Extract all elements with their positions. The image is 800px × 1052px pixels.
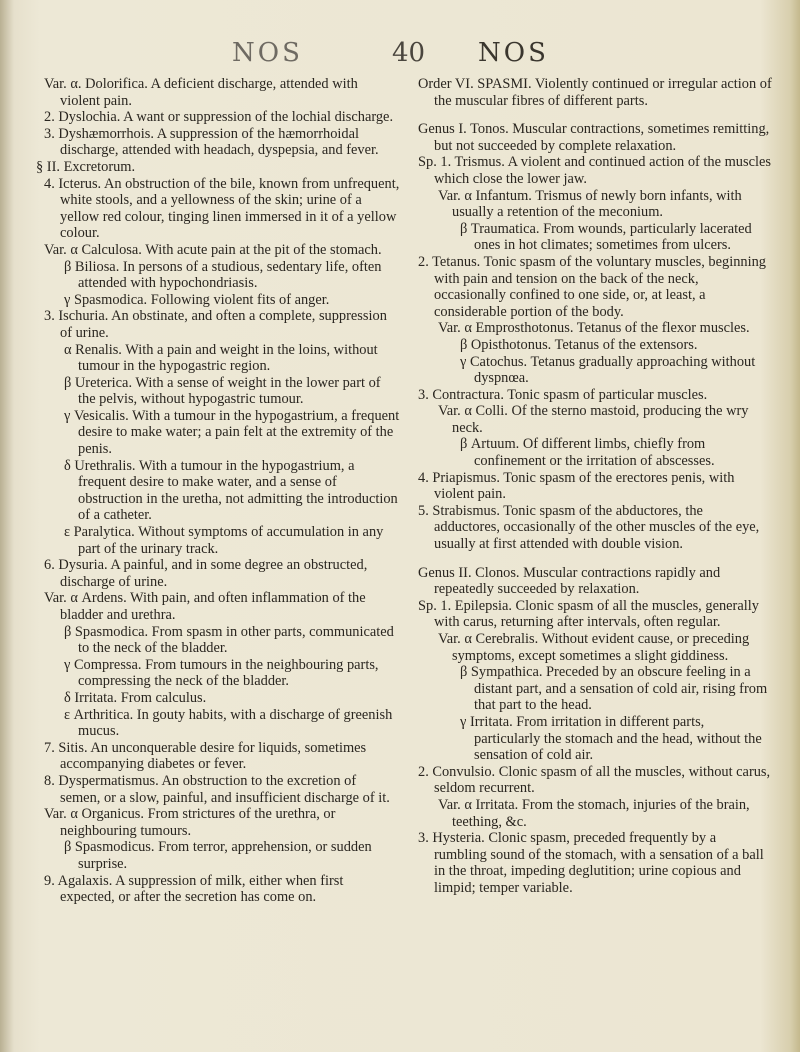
- text-entry: 5. Strabismus. Tonic spasm of the abductores, the adductores, occasionally of the other muscles of the eye, usually at first attended with double vision.: [418, 502, 760, 553]
- text-entry: α Renalis. With a pain and weight in the loins, without tumour in the hypogastric region.: [64, 341, 378, 375]
- text-entry: ε Arthritica. In gouty habits, with a discharge of greenish mucus.: [64, 706, 393, 740]
- text-entry: Genus II. Clonos. Muscular contractions rapidly and repeatedly succeeded by relaxation.: [418, 564, 721, 598]
- section-gap: [412, 553, 772, 565]
- text-entry: 6. Dysuria. A painful, and in some degree an obstructed, discharge of urine.: [44, 557, 368, 590]
- text-entry: 3. Hysteria. Clonic spasm, preceded frequently by a rumbling sound of the stomach, with a sensation of a ball in the throat, impeding deglutition; urine copious and limpid; temper variable.: [418, 830, 764, 896]
- text-entry: 3. Dyshæmorrhois. A suppression of the hæmorrhoidal discharge, attended with headach, dyspepsia, and fever.: [44, 125, 379, 159]
- section-gap: [412, 109, 772, 121]
- text-entry: γ Catochus. Tetanus gradually approaching without dyspnœa.: [460, 353, 756, 387]
- text-entry: 4. Priapismus. Tonic spasm of the erectores penis, with violent pain.: [418, 469, 735, 503]
- text-entry: γ Irritata. From irritation in different parts, particularly the stomach and the head, without the sensation of cold air.: [460, 713, 762, 764]
- text-entry: γ Spasmodica. Following violent fits of anger.: [64, 291, 330, 308]
- header-right-title: NOS: [478, 38, 549, 68]
- text-entry: Var. α Emprosthotonus. Tetanus of the flexor muscles.: [438, 320, 750, 337]
- left-column: [38, 76, 400, 906]
- text-entry: Var. α Ardens. With pain, and often inflammation of the bladder and urethra.: [44, 590, 366, 623]
- text-entry: 4. Icterus. An obstruction of the bile, known from unfrequent, white stools, and a yellowness of the skin; urine of a yellow red colour, tinging linen immersed in it of a yellow colour.: [44, 175, 400, 242]
- text-entry: Sp. 1. Trismus. A violent and continued action of the muscles which close the lower jaw.: [418, 154, 771, 187]
- text-entry: Var. α Organicus. From strictures of the urethra, or neighbouring tumours.: [44, 806, 336, 839]
- text-entry: Var. α Cerebralis. Without evident cause, or preceding symptoms, except sometimes a slight giddiness.: [438, 631, 750, 664]
- text-entry: 7. Sitis. An unconquerable desire for liquids, sometimes accompanying diabetes or fever.: [44, 739, 367, 773]
- text-entry: β Spasmodica. From spasm in other parts, communicated to the neck of the bladder.: [64, 623, 394, 657]
- text-entry: β Spasmodicus. From terror, apprehension, or sudden surprise.: [64, 839, 372, 872]
- text-entry: 8. Dyspermatismus. An obstruction to the excretion of semen, or a slow, painful, and insufficient discharge of it.: [44, 772, 390, 806]
- text-entry: Order VI. SPASMI. Violently continued or irregular action of the muscular fibres of different parts.: [418, 76, 772, 109]
- text-entry: β Ureterica. With a sense of weight in the lower part of the pelvis, without hypogastric tumour.: [64, 374, 381, 408]
- text-entry: γ Compressa. From tumours in the neighbouring parts, compressing the neck of the bladder.: [64, 656, 379, 690]
- text-entry: Var. α Calculosa. With acute pain at the pit of the stomach.: [44, 241, 382, 258]
- text-entry: β Opisthotonus. Tetanus of the extensors.: [460, 336, 698, 353]
- text-entry: 2. Convulsio. Clonic spasm of all the muscles, without carus, seldom recurrent.: [418, 763, 771, 797]
- text-entry: β Sympathica. Preceded by an obscure feeling in a distant part, and a sensation of cold air, rising from that part to the head.: [460, 664, 768, 714]
- text-entry: Genus I. Tonos. Muscular contractions, sometimes remitting, but not succeeded by complete relaxation.: [418, 121, 770, 154]
- text-entry: Var. α Infantum. Trismus of newly born infants, with usually a retention of the meconium.: [438, 187, 742, 221]
- text-entry: § II. Excretorum.: [36, 158, 136, 175]
- text-entry: γ Vesicalis. With a tumour in the hypogastrium, a frequent desire to make water; a pain felt at the extremity of the penis.: [64, 407, 400, 458]
- text-entry: Var. α. Dolorifica. A deficient discharge, attended with violent pain.: [44, 76, 358, 109]
- text-entry: 2. Tetanus. Tonic spasm of the voluntary muscles, beginning with pain and tension on the back of the neck, occasionally confined to one side, or, at least, a considerable portion of the body.: [418, 253, 766, 320]
- text-entry: β Artuum. Of different limbs, chiefly from confinement or the irritation of abscesses.: [460, 436, 715, 470]
- text-entry: Var. α Colli. Of the sterno mastoid, producing the wry neck.: [438, 403, 749, 436]
- text-entry: 3. Contractura. Tonic spasm of particular muscles.: [418, 386, 708, 403]
- text-entry: 9. Agalaxis. A suppression of milk, either when first expected, or after the secretion has come on.: [44, 872, 344, 906]
- text-entry: Var. α Irritata. From the stomach, injuries of the brain, teething, &c.: [438, 796, 750, 830]
- running-header: [0, 38, 800, 68]
- text-entry: Sp. 1. Epilepsia. Clonic spasm of all the muscles, generally with carus, returning after intervals, often regular.: [418, 597, 759, 631]
- page-number: 40: [392, 38, 426, 68]
- text-entry: δ Urethralis. With a tumour in the hypogastrium, a frequent desire to make water, and a sense of obstruction in the uretha, not admitting the introduction of a catheter.: [64, 457, 398, 524]
- text-entry: δ Irritata. From calculus.: [64, 689, 207, 706]
- text-entry: β Traumatica. From wounds, particularly lacerated ones in hot climates; sometimes from ulcers.: [460, 220, 752, 254]
- right-column: [412, 76, 772, 897]
- text-entry: 3. Ischuria. An obstinate, and often a complete, suppression of urine.: [44, 308, 387, 341]
- text-entry: β Biliosa. In persons of a studious, sedentary life, often attended with hypochondriasis.: [64, 258, 382, 292]
- text-entry: 2. Dyslochia. A want or suppression of the lochial discharge.: [44, 109, 394, 126]
- header-left-title: NOS: [232, 38, 303, 68]
- text-entry: ε Paralytica. Without symptoms of accumulation in any part of the urinary track.: [64, 524, 384, 557]
